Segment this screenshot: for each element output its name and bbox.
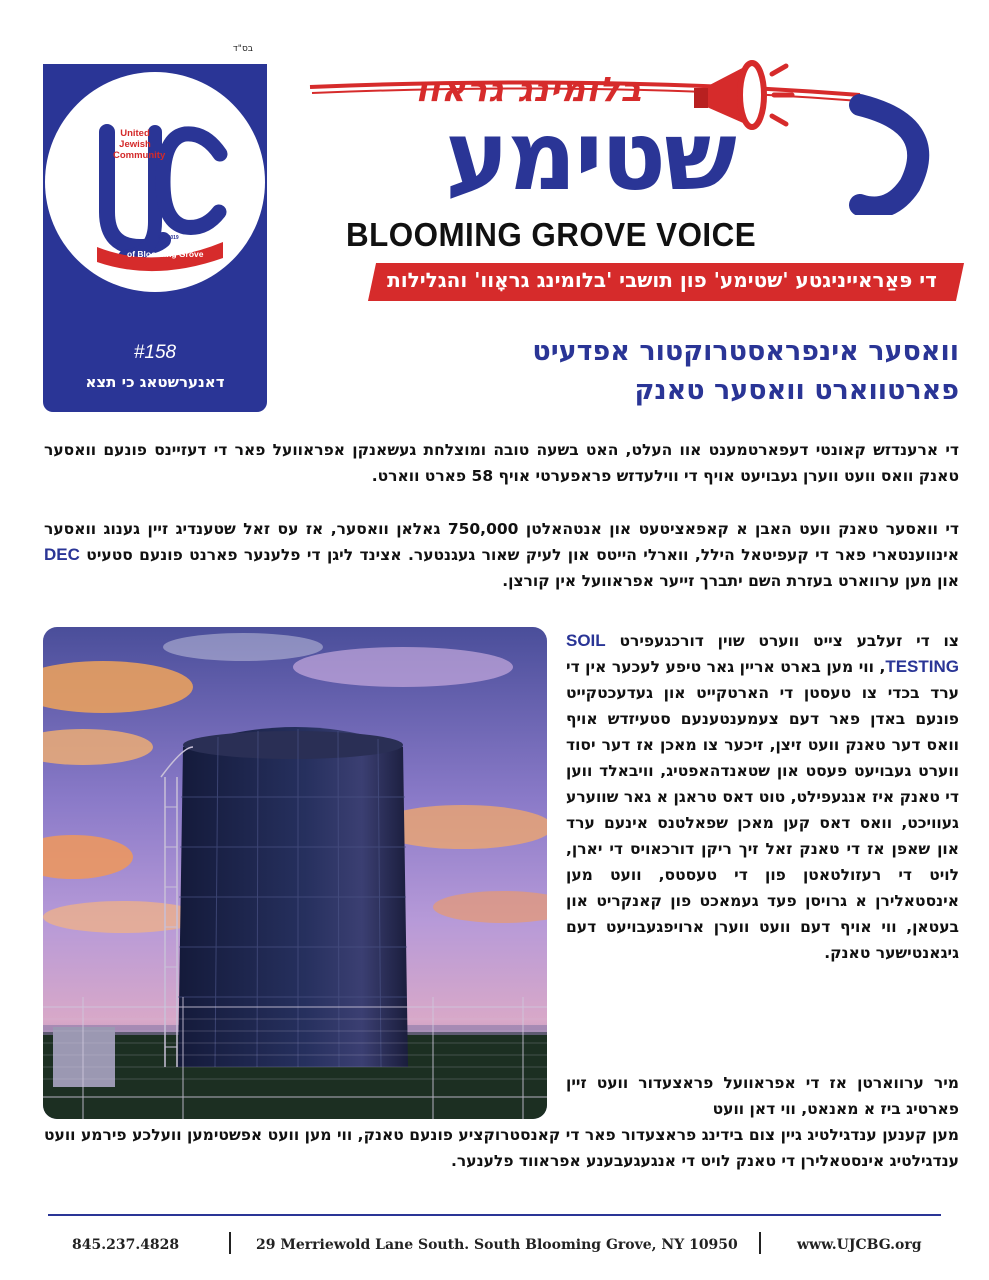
paragraph-2-b: און מען ערווארט בעזרת השם יתברך זייער אפראוועל אין קורצן. <box>502 572 959 590</box>
article-headline <box>399 332 959 410</box>
logo-est-text: Est. 2019 <box>157 235 179 241</box>
footer-rule <box>48 1214 941 1216</box>
tagline-text: די פּאַראייניגטע 'שטימע' פון תושבי 'בלומינג גראָוו' והגלילות <box>387 268 937 292</box>
paragraph-3-b: , ווי מען בארט אריין גאר טיפע לעכער אין די ערד בכדי צו טעסטן די הארטקייט און געדעכטקייט פונעם באדן פאר דעם צעמענטענעם סטעיזדש אויף וואס דער טאנק וועט זיצן, זיכער צו מאכן אז דער יסוד ווערט געבויעט פעסט און שטאנדהאפטיג, וויבאלד ווען די טאנק איז אנגעפילט, טוט דאס טראגן א גאר שווערע געוויכט, וואס דאס קען מאכן שפאלטנס אינעם ערד און שאפן אז די טאנק זאל זיך ריקן דורכאויס די יארן, לויט די רעזולטאטן פון די טעסטס, וועט מען אינסטאלירן א גרויסן פעד געמאכט פון קאנקריט און בעטאן, ווי אויף דעם וועט ווערן ארויפגעבויעט דעם גיגאנטישער טאנק. <box>566 658 959 962</box>
paragraph-4-end: מען קענען ענדגילטיג גיין צום בידינג פראצעדור פאר די קאנסטרוקציע פונעם טאנק, ווי מען וועט אפשטימען וועלכע פירמע וועט ענדגילטיג אינסטאלירן די טאנק לויט די אנגעגעבענע אפראווד פלענער. <box>44 1126 959 1170</box>
footer-address: 29 Merriewold Lane South. South Blooming Grove, NY 10950 <box>256 1237 738 1253</box>
issue-number: #158 <box>133 342 177 363</box>
footer-website: www.UJCBG.org <box>797 1237 922 1253</box>
water-tank-photo <box>43 627 547 1119</box>
headline-line-2: פארטווארט וואסער טאנק <box>634 375 959 406</box>
masthead-subtitle: בלומינג גראוו <box>415 70 643 110</box>
footer-phone: 845.237.4828 <box>72 1237 180 1253</box>
issue-date: דאנערשטאג כי תצא <box>85 373 225 391</box>
issue-sidebar <box>43 0 267 412</box>
paragraph-3-a: צו די זעלבע צייט ווערט שוין דורכגעפירט <box>605 632 959 650</box>
paragraph-1: די ארענדזש קאונטי דעפארטמענט אוו העלט, האט בשעה טובה ומוצלחת געשאנקן אפראוועל פאר די דעזיינס פונעם וואסער טאנק וואס וועט ווערן געבויעט אויף די ווילעדזש פראפערטי אויף 58 פארט ווארט. <box>44 441 959 485</box>
soil-testing-term: SOIL TESTING <box>566 631 959 676</box>
bsd-mark: בס"ד <box>232 44 253 54</box>
sidebar-top <box>43 0 267 64</box>
paragraph-2-a: די וואסער טאנק וועט האבן א קאפאציטעט און אנטהאלטן 750,000 גאלאן וואסער, אז עס זאל שטענדיג זיין גענוג וואסער אינווענטארי פאר די קעפיטאל הילל, ווארלי הייטס און לעיק שאור געגנטער. אצינד ליגן די פלענער פארנט פונעם סטעיט <box>44 520 960 564</box>
logo-united-text: United Jewish Community <box>113 128 166 161</box>
paragraph-3 <box>566 628 959 966</box>
paragraph-2 <box>44 516 959 594</box>
paragraph-4-start: מיר ערווארטן אז די אפראוועל פראצעדור וועט זיין פארטיג ביז א מאנאט, ווי דאן וועט <box>566 1074 959 1118</box>
water-tank-illustration <box>43 627 547 1119</box>
footer-separator <box>759 1232 761 1254</box>
footer-separator <box>229 1232 231 1254</box>
masthead-english-title: BLOOMING GROVE VOICE <box>346 216 757 253</box>
headline-line-1: וואסער אינפראסטרוקטור אפדעיט <box>532 336 959 367</box>
ujc-logo <box>45 72 265 292</box>
masthead-title: שטימע <box>445 100 735 212</box>
ujc-logo-mark <box>45 72 265 292</box>
dec-term: DEC <box>44 545 80 564</box>
logo-place-text: of Blooming Grove <box>127 249 204 259</box>
